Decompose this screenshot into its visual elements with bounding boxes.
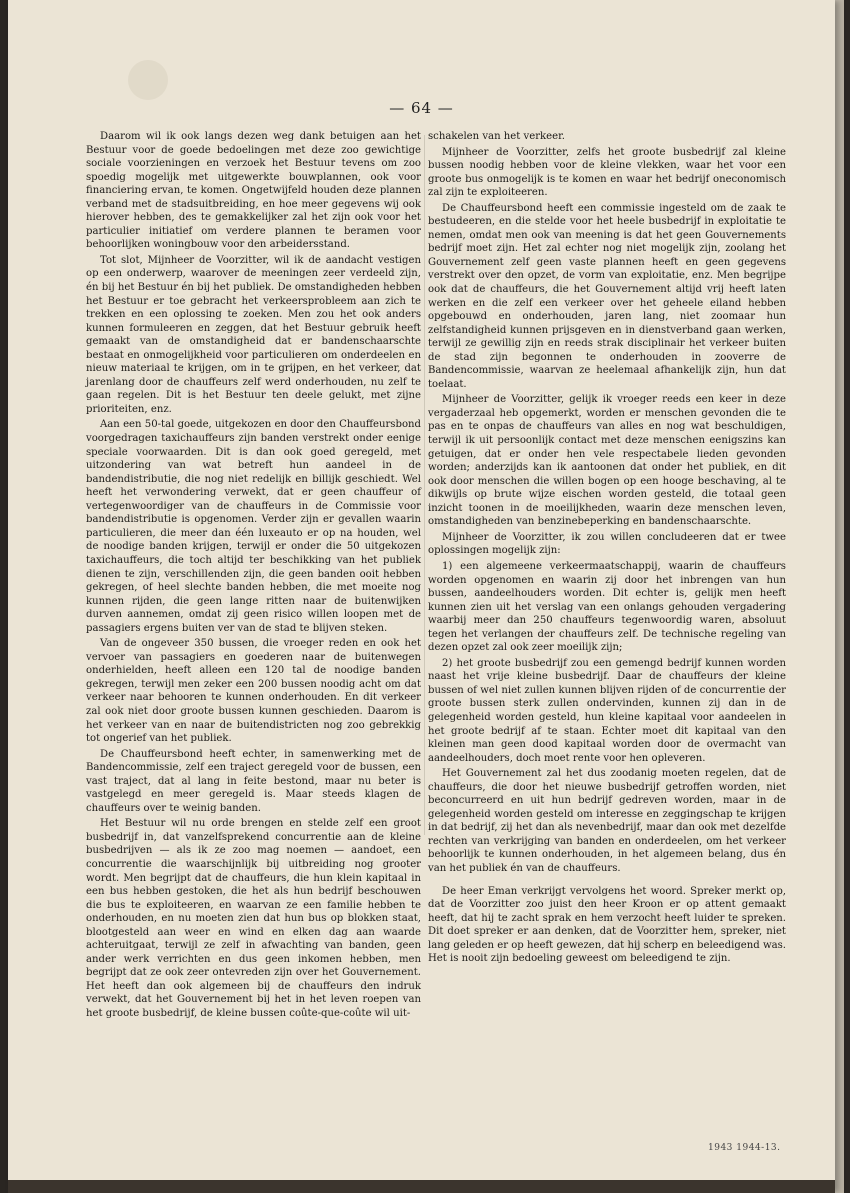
document-page <box>8 0 835 1193</box>
page-number: — 64 — <box>389 99 454 117</box>
paragraph: Mijnheer de Voorzitter, zelfs het groote busbedrijf zal kleine bussen noodig hebben voor de kleine vlekken, waar het voor een groote bus onmogelijk is te komen en waar het bedrijf oneconomisch zal zijn te exploiteeren. <box>428 146 786 199</box>
paragraph: 2) het groote busbedrijf zou een gemengd bedrijf kunnen worden naast het vrije kleine busbedrijf. Daar de chauffeurs der kleine bussen of wel niet zullen kunnen blijven rijden of de concurrentie der groote bussen sterk zullen ondervinden, kunnen zij dan in de gelegenheid worden gesteld, hun kleine kapitaal voor aandeelen in het groote bedrijf af te staan. Echter moet dit kapitaal van den kleinen man geen dood kapitaal worden door de overmacht van aandeelhouders, doch moet rente voor hen opleveren. <box>428 657 786 764</box>
paragraph: Daarom wil ik ook langs dezen weg dank betuigen aan het Bestuur voor de goede bedoelingen met deze zoo gewichtige sociale voorzieningen en verzoek het Bestuur tevens om zoo spoedig mogelijk met uitgewerkte bouwplannen, ook voor financiering ervan, te komen. Ongetwijfeld houden deze plannen verband met de stadsuitbreiding, en hoe meer gegevens wij ook hierover hebben, des te gemakkelijker zal het zijn ook voor het particulier initiatief om verdere plannen te beramen voor behoorlijken woningbouw voor den arbeidersstand. <box>86 131 421 251</box>
paragraph: Aan een 50-tal goede, uitgekozen en door den Chauffeursbond voorgedragen taxichauffeurs zijn banden verstrekt onder eenige speciale voorwaarden. Dit is dan ook goed geregeld, met uitzondering van wat betreft hun aandeel in de bandendistributie, die nog niet redelijk en billijk geschiedt. Wel heeft het verwondering verwekt, dat er geen chauffeur of vertegenwoordiger van de chauffeurs in de Commissie voor bandendistributie is opgenomen. Verder zijn er gevallen waarin particulieren, die meer dan één luxeauto er op na houden, wel de noodige banden krijgen, terwijl er onder die 50 uitgekozen taxichauffeurs, die toch altijd ter beschikking van het publiek dienen te zijn, verschillenden zijn, die geen banden ooit hebben gekregen, of heel slechte banden hebben, die met moeite nog kunnen rijden, die geen lange ritten naar de buitenwijken durven aannemen, omdat zij geen risico willen loopen met de passagiers ergens buiten ver van de stad te blijven steken. <box>86 419 421 634</box>
paragraph: Van de ongeveer 350 bussen, die vroeger reden en ook het vervoer van passagiers en goederen naar de buitenwegen onderhielden, heeft alleen een 120 tal de noodige banden gekregen, terwijl men zeker een 200 bussen noodig acht om dat verkeer naar behooren te kunnen onderhouden. En dit verkeer zal ook niet door groote bussen kunnen geschieden. Daarom is het verkeer van en naar de buitendistricten nog zoo gebrekkig tot ongerief van het publiek. <box>86 638 421 745</box>
paragraph: schakelen van het verkeer. <box>428 131 566 142</box>
paragraph: Mijnheer de Voorzitter, ik zou willen concludeeren dat er twee oplossingen mogelijk zijn: <box>428 531 786 557</box>
paragraph: 1) een algemeene verkeermaatschappij, waarin de chauffeurs worden opgenomen en waarin zij door het inbrengen van hun bussen, aandeelhouders worden. Dit echter is, gelijk men heeft kunnen zien uit het verslag van een onlangs gehouden vergadering waarbij meer dan 250 chauffeurs tegenwoordig waren, absoluut tegen het verlangen der chauffeurs zelf. De technische regeling van dezen opzet zal ook zeer moeilijk zijn; <box>428 560 786 654</box>
column-divider <box>424 135 425 835</box>
paper-stain <box>128 60 168 100</box>
paragraph: Mijnheer de Voorzitter, gelijk ik vroeger reeds een keer in deze vergaderzaal heb opgemerkt, worden er menschen gevonden die te pas en te onpas de chauffeurs van alles en nog wat beschuldigen, terwijl ik uit persoonlijk contact met deze menschen eenigszins kan getuigen, dat er onder hen vele respectabele lieden gevonden worden; anderzijds kan ik aantoonen dat onder het publiek, en dit ook door menschen die willen bogen op een hooge beschaving, al te dikwijls op brute wijze eischen worden gesteld, die totaal geen inzicht toonen in de moeilijkheden, waarin deze menschen leven, omstandigheden van benzinebeperking en bandenschaarschte. <box>428 394 786 528</box>
paragraph: De heer Eman verkrijgt vervolgens het woord. Spreker merkt op, dat de Voorzitter zoo juist den heer Kroon er op attent gemaakt heeft, dat hij te zacht sprak en hem verzocht heeft luider te spreken. Dit doet spreker er aan denken, dat de Voorzitter hem, spreker, niet lang geleden er op heeft gewezen, dat hij scherp en beleedigend was. Het is nooit zijn bedoeling geweest om beleedigend te zijn. <box>428 885 786 965</box>
paragraph: De Chauffeursbond heeft echter, in samenwerking met de Bandencommissie, zelf een traject geregeld voor de bussen, een vast traject, dat al lang in feite bestond, maar nu beter is vastgelegd en meer geregeld is. Maar steeds klagen de chauffeurs over te weinig banden. <box>86 748 421 814</box>
paragraph: Het Gouvernement zal het dus zoodanig moeten regelen, dat de chauffeurs, die door het nieuwe busbedrijf getroffen worden, niet beconcurreerd en uit hun bedrijf gedreven worden, maar in de gelegenheid worden gesteld om interesse en zeggingschap te krijgen in dat bedrijf, zij het dan als nevenbedrijf, maar dan ook met dezelfde rechten van verkrijging van banden en onderdeelen, om het verkeer behoorlijk te kunnen onderhouden, in het algemeen belang, dus én van het publiek én van de chauffeurs. <box>428 768 786 874</box>
archive-reference: 1943 1944-13. <box>708 1143 781 1153</box>
paragraph: Het Bestuur wil nu orde brengen en stelde zelf een groot busbedrijf in, dat vanzelfsprekend concurrentie aan de kleine busbedrijven — als ik ze zoo mag noemen — aandoet, een concurrentie die waarschijnlijk bij uitbreiding nog grooter wordt. Men begrijpt dat de chauffeurs, die hun klein kapitaal in een bus hebben gestoken, die het als hun bedrijf beschouwen die bus te exploiteeren, en waarvan ze een familie hebben te onderhouden, en nu moeten zien dat hun bus op blokken staat, blootgesteld aan weer en wind en elken dag aan waarde achteruitgaat, terwijl ze zelf in afwachting van banden, geen ander werk verrichten en dus geen inkomen hebben, men begrijpt dat ze ook zeer ontevreden zijn over het Gouvernement. Het heeft dan ook algemeen bij de chauffeurs den indruk verwekt, dat het Gouvernement bij het in het leven roepen van het groote busbedrijf, de kleine bussen coûte-que-coûte wil uit- <box>86 818 421 1019</box>
paragraph: Tot slot, Mijnheer de Voorzitter, wil ik de aandacht vestigen op een onderwerp, waarover de meeningen zeer verdeeld zijn, én bij het Bestuur én bij het publiek. De omstandigheden hebben het Bestuur er toe gebracht het verkeersprobleem aan zich te trekken en een oplossing te zoeken. Men zou het ook anders kunnen formuleeren en zeggen, dat het Bestuur gebruik heeft gemaakt van de omstandigheid dat er bandenschaarschte bestaat en onmogelijkheid voor particulieren om onderdeelen en nieuw materiaal te krijgen, om in te grijpen, en het verkeer, dat jarenlang door de chauffeurs zelf werd onderhouden, nu zelf te gaan regelen. Dit is het Bestuur ten deele gelukt, met zijne prioriteiten, enz. <box>86 254 421 415</box>
left-column <box>86 130 421 1023</box>
right-column <box>428 130 786 968</box>
paragraph: De Chauffeursbond heeft een commissie ingesteld om de zaak te bestudeeren, en die stelde voor het heele busbedrijf in exploitatie te nemen, omdat men ook van meening is dat het geen Gouvernements bedrijf moet zijn. Het zal echter nog niet mogelijk zijn, zoolang het Gouvernement zelf geen vaste plannen heeft en geen gegevens verstrekt over den opzet, de vorm van exploitatie, enz. Men begrijpe ook dat de chauffeurs, die het Gouvernement altijd vrij heeft laten werken en die zelf een verkeer over het geheele eiland hebben opgebouwd en onderhouden, jaren lang, niet zoomaar hun zelfstandigheid kunnen prijsgeven en in dienstverband gaan werken, terwijl ze gewillig zijn en reeds strak disciplinair het verkeer buiten de stad zijn begonnen te onderhouden in zooverre de Bandencommissie, waarvan ze heelemaal afhankelijk zijn, hun dat toelaat. <box>428 202 786 390</box>
page-bottom-edge <box>8 1180 835 1193</box>
